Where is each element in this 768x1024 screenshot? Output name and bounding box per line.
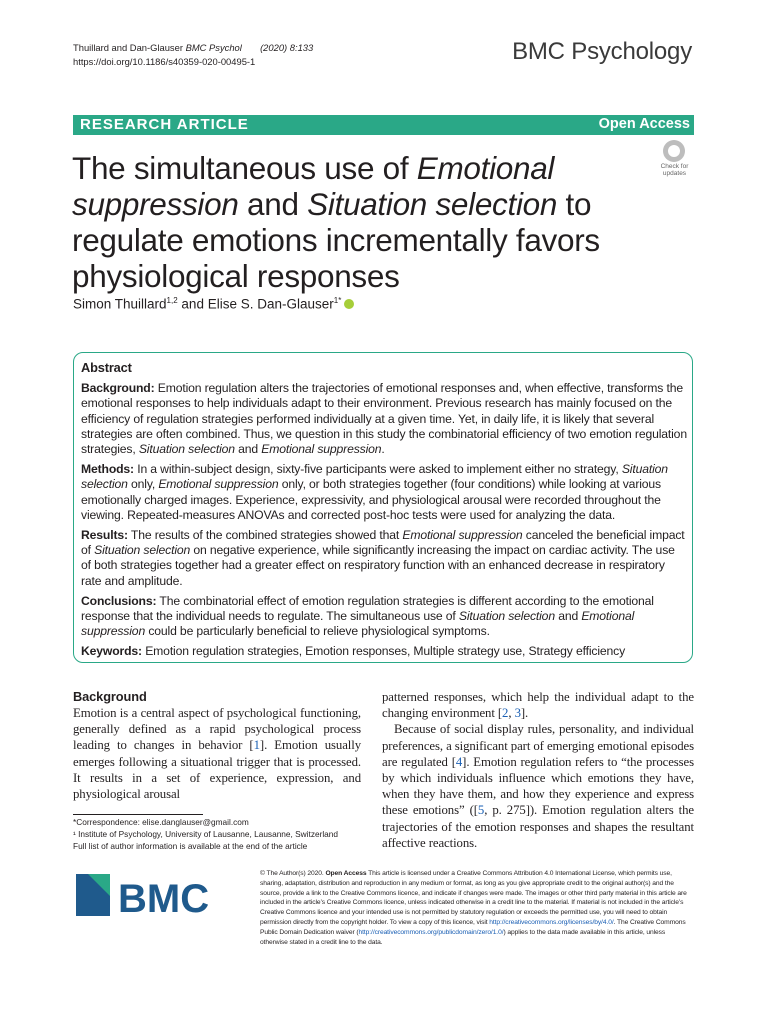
- citation-header: [73, 41, 313, 69]
- orcid-icon[interactable]: [344, 299, 354, 309]
- citation-line: [73, 41, 313, 55]
- doi-link[interactable]: https://doi.org/10.1186/s40359-020-00495-1: [73, 56, 256, 67]
- author-list: Simon Thuillard$^{1,2}$ and Elise S. Dan-Glauser$^{1*}$: [73, 296, 354, 312]
- license-text: © The Author(s) 2020. Open Access This article is licensed under a Creative Commons Attribution 4.0 International License, which permits use, sharing, adaptation, distribution and reproduction in any medium or format, as long as you give appropriate credit to the original author(s) and the source, provide a link to the Creative Commons licence, and indicate if changes were made. The images or other third party material in this article are included in the article’s Creative Commons licence, unless indicated otherwise in a credit line to the material. If material is not included in the article’s Creative Commons licence and your intended use is not permitted by statutory regulation or exceeds the permitted use, you will need to obtain permission directly from the copyright holder. To view a copy of this licence, visit http://creativecommons.org/licenses/by/4.0/. The Creative Commons Public Domain Dedication waiver (http://creativecommons.org/publicdomain/zero/1.0/) applies to the data made available in this article, unless otherwise stated in a credit line to the data.: [260, 870, 687, 946]
- article-title: The simultaneous use of Emotional suppression and Situation selection to regulate emotions incrementally favors physiological responses: [72, 150, 600, 294]
- body-right-column: [382, 689, 694, 851]
- author-affiliation-marker: 1*: [333, 296, 342, 305]
- check-updates-label: Check for updates: [660, 163, 689, 177]
- public-domain-link[interactable]: http://creativecommons.org/publicdomain/zero/1.0/: [358, 928, 504, 936]
- abstract-results: Results: The results of the combined strategies showed that Emotional suppression canceled the beneficial impact of Situation selection on negative experience, while significantly increasing the impact on cardiac activity. The use of both strategies together had a greater effect on respiratory function with an enhanced decrease in respiratory rate and amplitude.: [81, 528, 685, 588]
- body-paragraph: Because of social display rules, personality, and individual preferences, a significant part of emerging emotional episodes are regulated [4]. Emotion regulation refers to “the processes by which individuals influence which emotions they have, when they have them, and how they experience and express these emotions” ([5, p. 275]). Emotion regulation alters the trajectories of the emotion responses and shapes the resultant affective reactions.: [382, 722, 694, 850]
- reference-link[interactable]: 1: [253, 738, 260, 753]
- abstract-background: Background: Emotion regulation alters the trajectories of emotional responses and, when effective, transforms the emotional responses to help individuals adapt to their environment. Previous research has mainly focused on the efficiency of regulation strategies performed individually at a given time. Yet, in daily life, it is likely that several strategies are often combined. Thus, we question in this study the combinatorial efficiency of two emotion regulation strategies, Situation selection and Emotional suppression.: [81, 381, 687, 457]
- abstract-keywords: Keywords: Emotion regulation strategies, Emotion responses, Multiple strategy use, Strategy efficiency: [81, 644, 626, 659]
- section-heading: Background: [73, 689, 147, 704]
- body-paragraph: patterned responses, which help the individual adapt to the changing environment [2, 3].: [382, 690, 694, 721]
- citation-authors: Thuillard and Dan-Glauser: [73, 42, 183, 53]
- abstract: [81, 360, 687, 665]
- author-affiliation-marker: 1,2: [166, 296, 178, 305]
- citation-year-volume: (2020) 8:133: [260, 42, 314, 53]
- reference-link[interactable]: 3: [514, 706, 521, 721]
- footnote-divider: [73, 814, 203, 815]
- citation-journal: BMC Psychol: [185, 42, 242, 53]
- body-left-column: [73, 689, 361, 802]
- correspondence-note[interactable]: *Correspondence: elise.danglauser@gmail.com: [73, 817, 249, 827]
- abstract-conclusions: Conclusions: The combinatorial effect of emotion regulation strategies is different according to the emotional response that the individual needs to regulate. The simultaneous use of Situation selection and Emotional suppression could be particularly beneficial to relieve physiological symptoms.: [81, 593, 654, 639]
- journal-name: BMC Psychology: [512, 38, 692, 65]
- check-updates-icon: [663, 140, 685, 162]
- reference-link[interactable]: 4: [455, 754, 463, 769]
- bmc-logo: [76, 872, 216, 918]
- footnotes: [73, 816, 373, 852]
- body-paragraph: Emotion is a central aspect of psychological functioning, generally defined as a rapid psychological process leading to changes in behavior [1]. Emotion usually emerges following a situational trigger that is processed. It results in a set of experience, expression, and physiological arousal: [73, 706, 361, 802]
- reference-link[interactable]: 2: [502, 706, 509, 721]
- bmc-logo-text: BMC: [118, 877, 210, 918]
- author-name[interactable]: Simon Thuillard: [73, 296, 167, 312]
- abstract-methods: Methods: In a within-subject design, sixty-five participants were asked to implement either no strategy, Situation selection only, Emotional suppression only, or both strategies together (four conditions) while looking at various emotionally charged images. Experience, expressivity, and physiological arousal were recorded throughout the viewing. Repeated-measures ANOVAs and corrected post-hoc tests were used for analyzing the data.: [81, 462, 668, 522]
- affiliation-note: ¹ Institute of Psychology, University of Lausanne, Lausanne, Switzerland: [73, 829, 339, 839]
- check-for-updates-badge[interactable]: [652, 140, 697, 180]
- reference-link[interactable]: 5: [477, 803, 485, 818]
- abstract-heading: Abstract: [81, 360, 132, 375]
- open-access-label: Open Access: [598, 116, 690, 132]
- author-info-note: Full list of author information is available at the end of the article: [73, 841, 308, 851]
- article-type-label: RESEARCH ARTICLE: [80, 116, 249, 133]
- author-name[interactable]: Elise S. Dan-Glauser: [207, 296, 334, 312]
- license-link[interactable]: http://creativecommons.org/licenses/by/4.0/: [489, 918, 614, 926]
